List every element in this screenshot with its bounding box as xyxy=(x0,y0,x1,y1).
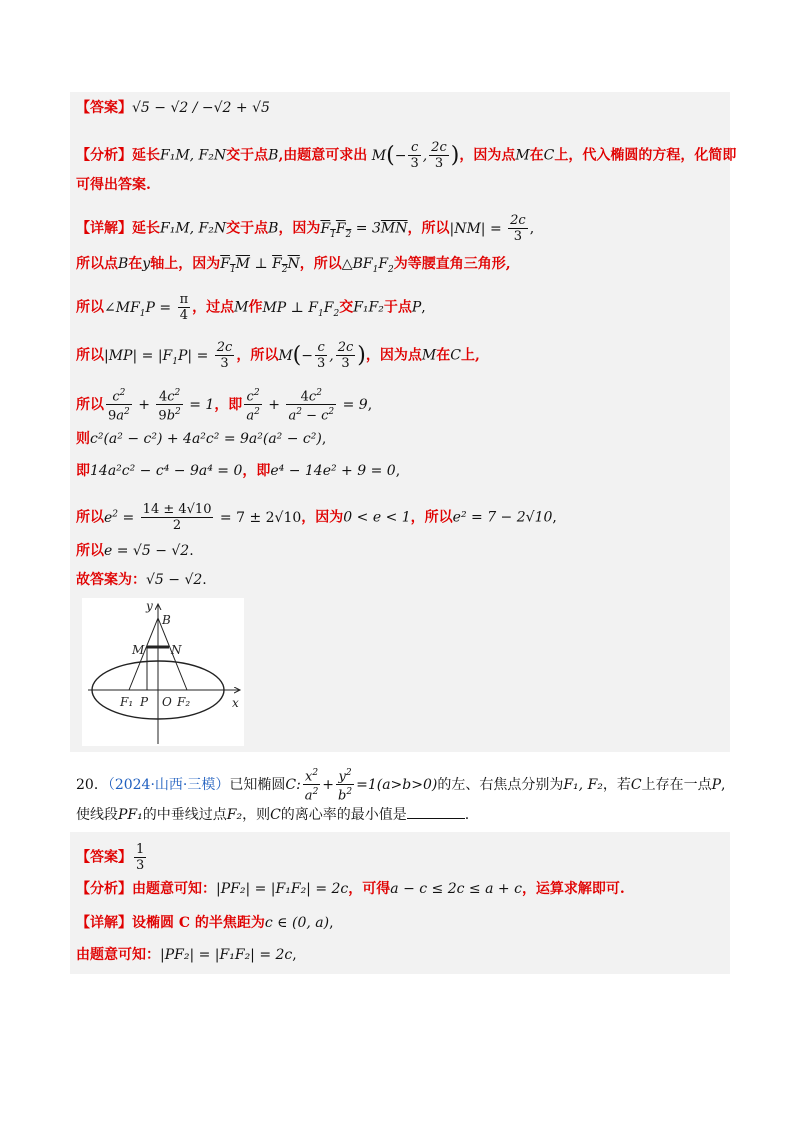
math-inline: e = √5 − √2 xyxy=(104,543,190,559)
question-source: （2024·山西·三模） xyxy=(107,776,230,793)
question-text: ，则 xyxy=(242,807,271,823)
label-m: M xyxy=(132,643,145,657)
analysis-text: ,由题意可求出 xyxy=(278,147,368,164)
math-inline: C xyxy=(450,347,461,364)
q20-analysis-line xyxy=(76,880,728,898)
analysis-text: 交于点 xyxy=(226,147,269,164)
math-inline: M xyxy=(515,147,530,164)
math-inline: F₁F₂ xyxy=(353,299,384,316)
ellipse-sub-2: $\frac{c^2}{a^2}$ + $\frac{4c^2}{a^2 - c^2}$ = 9 xyxy=(246,388,368,424)
detail-line-4 xyxy=(76,340,728,371)
detail-text: ，所以 xyxy=(299,256,342,272)
math-inline: y xyxy=(142,256,151,272)
label-f1: F₁ xyxy=(120,695,134,709)
math-inline: e⁴ − 14e² + 9 = 0 xyxy=(270,463,396,479)
detail-text: ，过点 xyxy=(192,299,235,316)
detail-text: 所以 xyxy=(76,299,104,316)
detail-line-8: 所以$e^2$ = $\frac{14 \pm 4√10}{2}$ = 7 ± 2√10，因为0 < e < 1，所以e² = 7 − 2√10, xyxy=(76,502,557,533)
detail-text: 在 xyxy=(128,256,143,272)
detail-text: 所以 xyxy=(76,509,104,526)
detail-text: ，因为 xyxy=(278,220,321,237)
nm-length: |NM| = $\frac{2c}{3}$ xyxy=(449,213,526,244)
q20-line-1: 20．（2024·山西·三模）已知椭圆C: $\frac{x^2}{a^2}$ + $\frac{y^2}{b^2}$ =1(a>b>0)的左、右焦点分别为F₁, F₂，若C上存在一点P, xyxy=(76,768,726,804)
ellipse-figure xyxy=(82,598,244,746)
math-inline: 14a²c² − c⁴ − 9a⁴ = 0 xyxy=(90,463,243,479)
answer-value: √5 − √2 / −√2 + √5 xyxy=(132,100,270,116)
math-inline: 0 < e < 1 xyxy=(343,509,411,526)
q20-line-2 xyxy=(76,806,728,824)
math-inline: √5 − √2 xyxy=(146,572,203,588)
label-f2: F₂ xyxy=(177,695,191,709)
detail-text: ，即 xyxy=(242,463,271,479)
detail-text: 交 xyxy=(339,299,354,316)
answer-tag: 【答案】 xyxy=(76,849,132,866)
analysis-tag: 【分析】 xyxy=(76,147,132,164)
detail-text: 所以点 xyxy=(76,256,118,272)
analysis-text: ，因为点 xyxy=(459,147,516,164)
perp-vectors: $F_1M$ ⊥ $F_2N$ xyxy=(220,256,300,275)
q20-detail-line-2: 由题意可知：|PF₂| = |F₁F₂| = 2c, xyxy=(76,947,297,963)
detail-text: 即 xyxy=(76,463,90,479)
detail-text: 延长 xyxy=(132,220,160,237)
math-inline: B xyxy=(268,147,279,164)
detail-line-5: 所以 $\frac{c^2}{9a^2}$ + $\frac{4c^2}{9b^2}$ = 1，即 $\frac{c^2}{a^2}$ + $\frac{4c^2}{a^2 - c^2}$ = 9, xyxy=(76,388,373,424)
question-text: 的左、右焦点分别为 xyxy=(437,776,564,793)
detail-text: ，所以 xyxy=(236,347,279,364)
detail-text: ，因为 xyxy=(301,509,344,526)
math-inline: |PF₂| = |F₁F₂| = 2c xyxy=(160,947,293,963)
analysis-text: 由题意可知： xyxy=(132,881,216,897)
ellipse-sub: $\frac{c^2}{9a^2}$ + $\frac{4c^2}{9b^2}$ = 1 xyxy=(108,388,215,424)
analysis-line-2 xyxy=(76,176,728,194)
answer-line xyxy=(76,99,728,117)
detail-text: 上, xyxy=(460,347,480,364)
detail-text: 交于点 xyxy=(226,220,269,237)
math-inline: M xyxy=(421,347,437,364)
detail-text: 所以 xyxy=(76,347,104,364)
detail-text: ，因为点 xyxy=(365,347,422,364)
math-inline: PF₁ xyxy=(118,807,143,823)
perp-mp: MP ⊥ $F_1F_2$ xyxy=(262,299,340,319)
question-text: 的离心率的最小值是 xyxy=(280,807,407,823)
math-inline: c ∈ (0, a) xyxy=(264,915,330,931)
detail-line-3: 所以$\angle MF_1P$ = $\frac{\pi}{4}$ ，过点M作MP ⊥ $F_1F_2$交F₁F₂于点P, xyxy=(76,292,426,323)
q20-answer-value: $\frac{1}{3}$ xyxy=(136,842,145,873)
detail-line-2 xyxy=(76,255,728,279)
q20-detail-line-1: 【详解】设椭圆 C 的半焦距为c ∈ (0, a), xyxy=(76,915,334,931)
detail-text: 在 xyxy=(436,347,451,364)
analysis-line-1 xyxy=(76,140,737,171)
label-n: N xyxy=(171,643,182,657)
answer-tag: 【答案】 xyxy=(76,100,132,116)
question-text: ，若 xyxy=(602,776,631,793)
label-o: O xyxy=(162,695,172,709)
analysis-text: 可得出答案. xyxy=(76,177,151,193)
detail-tag: 【详解】 xyxy=(76,915,132,931)
math-inline: P xyxy=(411,299,422,316)
detail-text: 作 xyxy=(248,299,263,316)
math-inline: |PF₂| = |F₁F₂| = 2c xyxy=(216,881,349,897)
math-inline: F₂ xyxy=(226,807,243,823)
math-inline: B xyxy=(118,256,129,272)
detail-text: 轴上，因为 xyxy=(150,256,221,272)
math-inline: B xyxy=(268,220,279,237)
math-inline: C xyxy=(630,776,642,793)
ellipse-diagram xyxy=(82,598,244,746)
math-inline: C xyxy=(270,807,281,823)
math-inline: C xyxy=(543,147,555,164)
question-text: 使线段 xyxy=(76,807,118,823)
detail-text: 由题意可知： xyxy=(76,947,160,963)
label-b: B xyxy=(162,613,171,627)
question-text: 已知椭圆 xyxy=(229,776,286,793)
analysis-text: 在 xyxy=(529,147,544,164)
detail-line-9: 所以e = √5 − √2. xyxy=(76,543,194,559)
label-y: y xyxy=(146,599,153,613)
detail-text: 故答案为： xyxy=(76,572,146,588)
detail-tag: 【详解】 xyxy=(76,220,132,237)
detail-text: 设椭圆 C 的半焦距为 xyxy=(132,915,265,931)
answer-blank xyxy=(407,818,465,819)
e-squared-solution: $e^2$ = $\frac{14 \pm 4√10}{2}$ = 7 ± 2√10 xyxy=(104,502,302,533)
vector-eq: $F_1F_2 = 3\overline{MN}$ xyxy=(320,220,408,240)
math-inline: F₁M, F₂N xyxy=(160,220,227,237)
question-text: . xyxy=(464,807,470,823)
analysis-text: 上，代入椭圆的方程，化简即 xyxy=(554,147,737,164)
analysis-text: ，可得 xyxy=(348,881,391,897)
analysis-text: 延长 xyxy=(132,147,160,164)
math-inline: F₁M, F₂N xyxy=(160,147,227,164)
detail-text: 所以 xyxy=(76,396,104,413)
detail-text: ，所以 xyxy=(407,220,450,237)
math-inline: M xyxy=(234,299,249,316)
math-inline: F₁, F₂ xyxy=(563,776,603,793)
detail-text: 为等腰直角三角形, xyxy=(393,256,511,272)
detail-line-1: 【详解】延长F₁M, F₂N交于点B，因为$F_1F_2 = 3\overline{MN}$，所以|NM| = $\frac{2c}{3}$ , xyxy=(76,213,535,244)
q20-answer-line xyxy=(76,842,728,873)
mp-eq: $|MP| = |F_1P|$ = $\frac{2c}{3}$ xyxy=(104,340,233,371)
point-M-coords: M(− $\frac{c}{3}$ , $\frac{2c}{3}$ ) xyxy=(367,140,460,171)
analysis-tag: 【分析】 xyxy=(76,881,132,897)
question-text: 的中垂线过点 xyxy=(142,807,227,823)
detail-text: 则 xyxy=(76,431,90,447)
question-text: 上存在一点 xyxy=(641,776,712,793)
analysis-text: ，运算求解即可. xyxy=(521,881,625,897)
detail-line-10: 故答案为：√5 − √2. xyxy=(76,572,207,588)
question-number: 20． xyxy=(76,776,108,793)
math-inline: e² = 7 − 2√10 xyxy=(452,509,553,526)
math-inline: c²(a² − c²) + 4a²c² = 9a²(a² − c²) xyxy=(90,431,322,447)
detail-line-6: 则c²(a² − c²) + 4a²c² = 9a²(a² − c²), xyxy=(76,431,327,447)
ellipse-equation: C: $\frac{x^2}{a^2}$ + $\frac{y^2}{b^2}$ =1(a>b>0) xyxy=(285,768,438,804)
detail-text: 所以 xyxy=(76,543,104,559)
detail-line-7: 即14a²c² − c⁴ − 9a⁴ = 0，即e⁴ − 14e² + 9 = 0, xyxy=(76,463,401,479)
detail-text: 于点 xyxy=(383,299,412,316)
detail-text: ，所以 xyxy=(410,509,453,526)
point-M: M(− $\frac{c}{3}$ , $\frac{2c}{3}$ ) xyxy=(278,340,366,371)
angle-eq: $\angle MF_1P$ = $\frac{\pi}{4}$ xyxy=(104,292,189,323)
label-x: x xyxy=(232,696,239,710)
label-p: P xyxy=(140,695,149,709)
math-inline: a − c ≤ 2c ≤ a + c xyxy=(390,881,522,897)
math-inline: P xyxy=(711,776,722,793)
detail-text: ，即 xyxy=(214,396,243,413)
triangle: $\triangle BF_1F_2$ xyxy=(341,256,394,275)
